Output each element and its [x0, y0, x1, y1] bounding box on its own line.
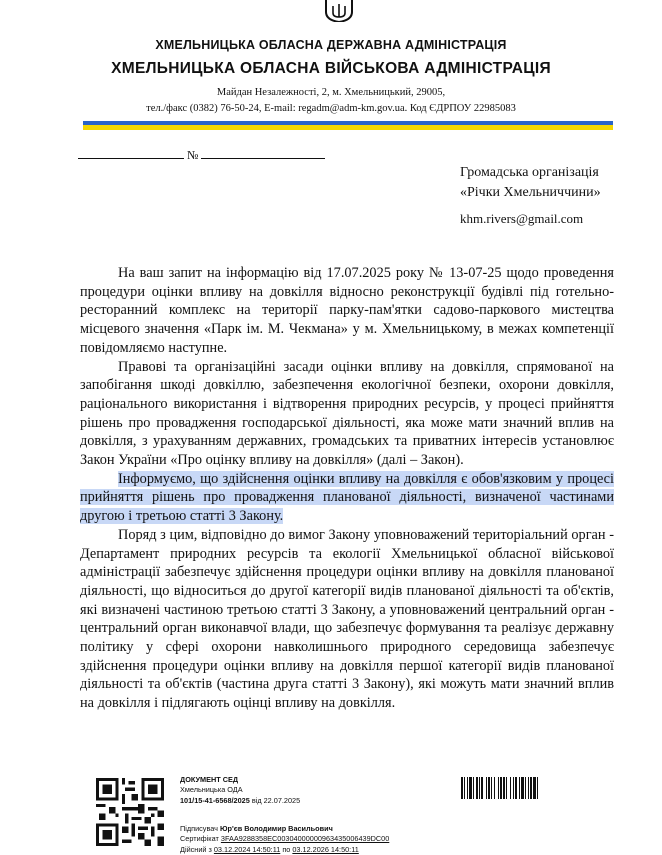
barcode-icon: [461, 777, 571, 799]
valid-label: Дійсний з: [180, 844, 212, 854]
valid-to: 03.12.2026 14:50:11: [292, 844, 359, 854]
doc-reg-line: [180, 796, 300, 806]
number-blank: [201, 146, 325, 159]
signer-label: Підписувач: [180, 824, 218, 833]
recipient-block: [460, 163, 601, 203]
org-name-state: ХМЕЛЬНИЦЬКА ОБЛАСНА ДЕРЖАВНА АДМІНІСТРАЦІЯ: [155, 38, 507, 52]
recipient-line1: Громадська організація: [460, 165, 599, 180]
outgoing-number-line: [78, 146, 325, 163]
highlighted-text: Інформуємо, що здійснення оцінки впливу на довкілля є обов'язковим у процесі прийняття рішень про провадження планованої діяльності, визначеної частинами другою і третьою статті 3 Закону.: [80, 470, 614, 525]
signer-line: [180, 824, 389, 834]
validity-line: [180, 845, 389, 855]
reg-number: 101/15-41-6568/2025: [180, 795, 250, 805]
coat-of-arms-icon: [322, 0, 356, 22]
paragraph-1: На ваш запит на інформацію від 17.07.2025 року № 13-07-25 щодо проведення процедури оцінки впливу на довкілля відносно реконструкції будівлі під готельно-ресторанний комплекс на території парку-пам'ятки садово-паркового мистецтва місцевого значення «Парк ім. М. Чекмана» у м. Хмельницькому, в межах компетенції повідомляємо наступне.: [80, 265, 614, 356]
document-registration: [180, 775, 300, 806]
org-contacts: тел./факс (0382) 76-50-24, E-mail: regadm@adm-km.gov.ua. Код ЄДРПОУ 22985083: [146, 103, 516, 114]
doc-org: Хмельницька ОДА: [180, 785, 243, 795]
e-signature-block: [96, 770, 596, 855]
paragraph-3-highlighted: [80, 470, 614, 526]
qr-code-icon: [96, 778, 164, 846]
flag-stripe-yellow: [83, 125, 613, 130]
org-address: Майдан Незалежності, 2, м. Хмельницький, 29005,: [216, 87, 446, 98]
valid-to-label: по: [282, 844, 291, 854]
recipient-email: khm.rivers@gmail.com: [460, 211, 584, 226]
cert-label: Сертифікат: [180, 834, 219, 844]
doc-label: ДОКУМЕНТ СЕД: [180, 775, 239, 784]
reg-date: 22.07.2025: [263, 795, 301, 805]
date-prefix: від: [251, 795, 262, 805]
letter-body: [80, 264, 614, 713]
recipient-line2: «Річки Хмельниччини»: [460, 185, 601, 200]
signer-name: Юр'єв Володимир Васильович: [219, 824, 333, 833]
org-name-military: ХМЕЛЬНИЦЬКА ОБЛАСНА ВІЙСЬКОВА АДМІНІСТРАЦІЯ: [111, 60, 551, 77]
cert-line: [180, 834, 389, 844]
signer-details: [180, 824, 389, 855]
number-sign: №: [187, 148, 199, 162]
cert-number: 3FAA9288358EC0030400000096343500​6439DC00: [220, 834, 390, 844]
paragraph-4: Поряд з цим, відповідно до вимог Закону уповноважений територіальний орган - Департамент природних ресурсів та екології Хмельницької обласної військової адміністрації забезпечує здійснення процедури оцінки впливу на довкілля планованої діяльності, що відноситься до другої категорії видів планованої діяльності та об'єктів, які визначені частиною третьою статті 3 Закону, а уповноважений центральний орган - центральний орган виконавчої влади, що забезпечує формування та реалізує державну політику у сфері охорони навколишнього природного середовища забезпечує здійснення процедури оцінки впливу на довкілля першої категорії видів планованої діяльності та об'єктів (частина друга статті 3 Закону), які можуть мати значний вплив на довкілля і підлягають оцінці впливу на довкілля.: [80, 526, 614, 712]
date-blank: [78, 146, 184, 159]
valid-from: 03.12.2024 14:50:11: [213, 844, 281, 854]
paragraph-2: Правові та організаційні засади оцінки впливу на довкілля, спрямованої на запобігання шкоді довкіллю, забезпечення екологічної безпеки, охорони довкілля, раціонального використання і відтворення природних ресурсів, у процесі прийняття рішень про провадження господарської діяльності, яка може мати значний вплив на довкілля, з урахуванням державних, громадських та приватних інтересів установлює Закон України «Про оцінку впливу на довкілля» (далі – Закон).: [80, 358, 614, 469]
